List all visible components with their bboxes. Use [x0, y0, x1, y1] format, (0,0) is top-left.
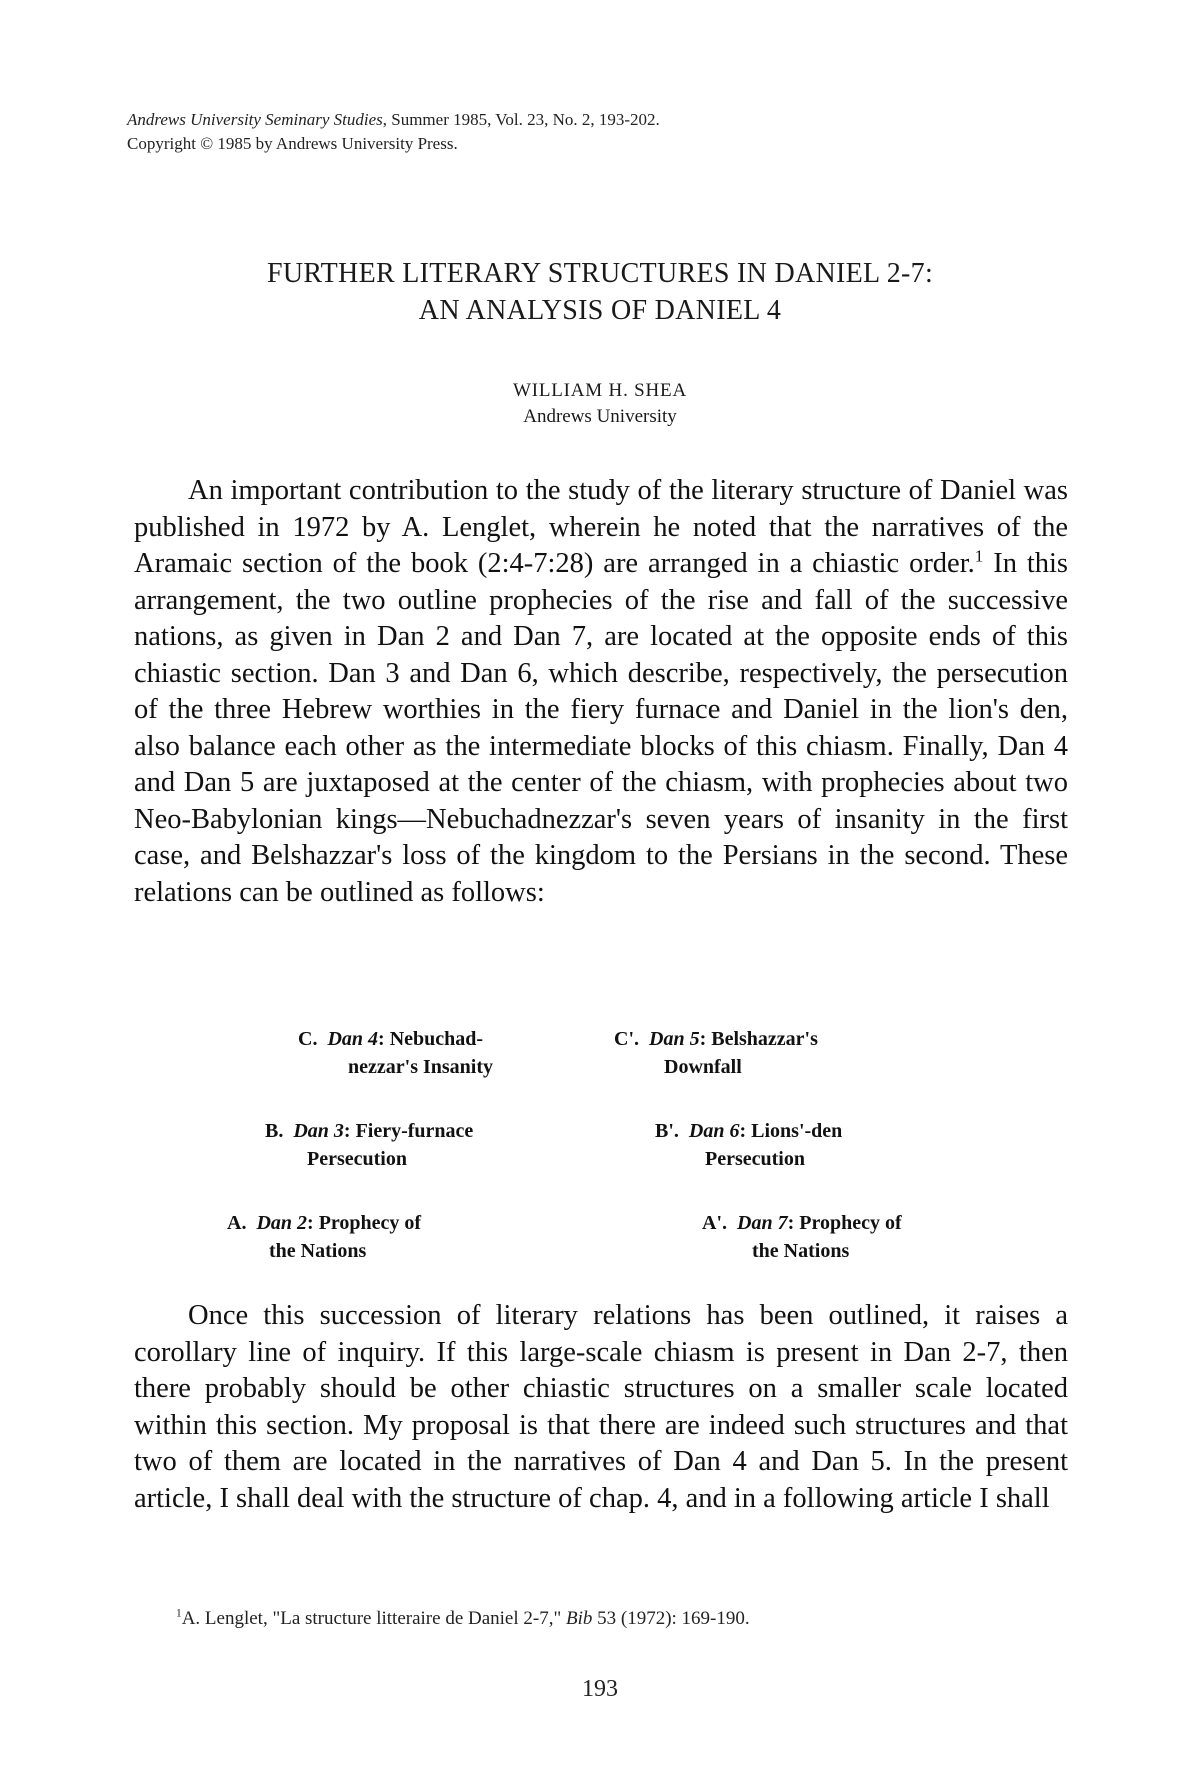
chiasm-outline: [0, 1025, 1200, 1275]
footnote-text: A. Lenglet, "La structure litteraire de Daniel 2-7,": [181, 1608, 566, 1629]
body-paragraph-1: [134, 473, 1068, 911]
entry-mark: B'.: [655, 1120, 679, 1142]
entry-text: : Lions'-den: [739, 1120, 843, 1142]
title-line-2: AN ANALYSIS OF DANIEL 4: [418, 295, 782, 326]
paragraph-1-continued: In this arrangement, the two outline prophecies of the rise and fall of the successive nations, as given in Dan 2 and Dan 7, are located at the opposite ends of this chiastic section. Dan 3 and Dan 6, which describe, respectively, the persecution of the three Hebrew worthies in the fiery furnace and Daniel in the lion's den, also balance each other as the intermediate blocks of this chiasm. Finally, Dan 4 and Dan 5 are juxtaposed at the center of the chiasm, with prophecies about two Neo-Babylonian kings—Nebuchadnezzar's seven years of insanity in the first case, and Belshazzar's loss of the kingdom to the Persians in the second. These relations can be outlined as follows:: [134, 548, 1069, 908]
journal-header: [127, 108, 660, 156]
footnote: [176, 1608, 750, 1630]
chiasm-entry-c-prime: [614, 1025, 818, 1081]
journal-citation: [127, 108, 660, 132]
chiasm-entry-b: [265, 1117, 473, 1173]
citation-details: , Summer 1985, Vol. 23, No. 2, 193-202.: [382, 110, 660, 129]
entry-ref: Dan 5: [649, 1028, 700, 1050]
entry-text: : Prophecy of: [307, 1212, 422, 1234]
entry-mark: A.: [227, 1212, 247, 1234]
entry-ref: Dan 7: [737, 1212, 788, 1234]
footnote-text-continued: 53 (1972): 169-190.: [592, 1608, 750, 1629]
entry-text-continued: nezzar's Insanity: [348, 1056, 493, 1078]
entry-text-continued: Persecution: [307, 1148, 407, 1170]
paragraph-1-text: An important contribution to the study of the literary structure of Daniel was published in 1972 by A. Lenglet, wherein he noted that the narratives of the Aramaic section of the book (2:4-7:28) are arranged in a chiastic order.: [134, 475, 1068, 579]
article-title: [0, 255, 1200, 329]
entry-text-continued: the Nations: [752, 1240, 850, 1262]
entry-text-continued: Persecution: [705, 1148, 805, 1170]
entry-mark: A'.: [702, 1212, 727, 1234]
entry-text-continued: the Nations: [269, 1240, 367, 1262]
entry-text: : Fiery-furnace: [343, 1120, 474, 1142]
author-name: WILLIAM H. SHEA: [512, 380, 687, 401]
entry-ref: Dan 2: [256, 1212, 308, 1234]
paragraph-2-text: Once this succession of literary relations has been outlined, it raises a corollary line of inquiry. If this large-scale chiasm is present in Dan 2-7, then there probably should be other chiastic structures on a smaller scale located within this section. My proposal is that there are indeed such structures and that two of them are located in the narratives of Dan 4 and Dan 5. In the present article, I shall deal with the structure of chap. 4, and in a following article I shall: [134, 1300, 1068, 1514]
entry-text-continued: Downfall: [664, 1056, 742, 1078]
author-affiliation: Andrews University: [523, 406, 677, 427]
page-number: 193: [582, 1676, 618, 1702]
journal-name: Andrews University Seminary Studies: [127, 110, 383, 129]
author-block: [0, 378, 1200, 430]
chiasm-entry-a: [227, 1209, 421, 1265]
footnote-reference: 1: [974, 546, 984, 566]
entry-ref: Dan 6: [688, 1120, 740, 1142]
entry-text: : Nebuchad-: [378, 1028, 484, 1050]
copyright-line: Copyright © 1985 by Andrews University Press.: [127, 134, 458, 153]
entry-ref: Dan 3: [293, 1120, 344, 1142]
entry-ref: Dan 4: [327, 1028, 379, 1050]
footnote-mark: 1: [176, 1607, 182, 1620]
chiasm-entry-b-prime: [655, 1117, 842, 1173]
entry-text: : Belshazzar's: [699, 1028, 818, 1050]
entry-mark: B.: [265, 1120, 284, 1142]
chiasm-entry-a-prime: [702, 1209, 902, 1265]
entry-mark: C'.: [614, 1028, 639, 1050]
footnote-journal-abbrev: Bib: [565, 1608, 593, 1629]
title-line-1: FURTHER LITERARY STRUCTURES IN DANIEL 2-7:: [266, 258, 934, 289]
entry-text: : Prophecy of: [787, 1212, 902, 1234]
body-paragraph-2: [134, 1298, 1068, 1517]
chiasm-entry-c: [298, 1025, 493, 1081]
entry-mark: C.: [298, 1028, 318, 1050]
